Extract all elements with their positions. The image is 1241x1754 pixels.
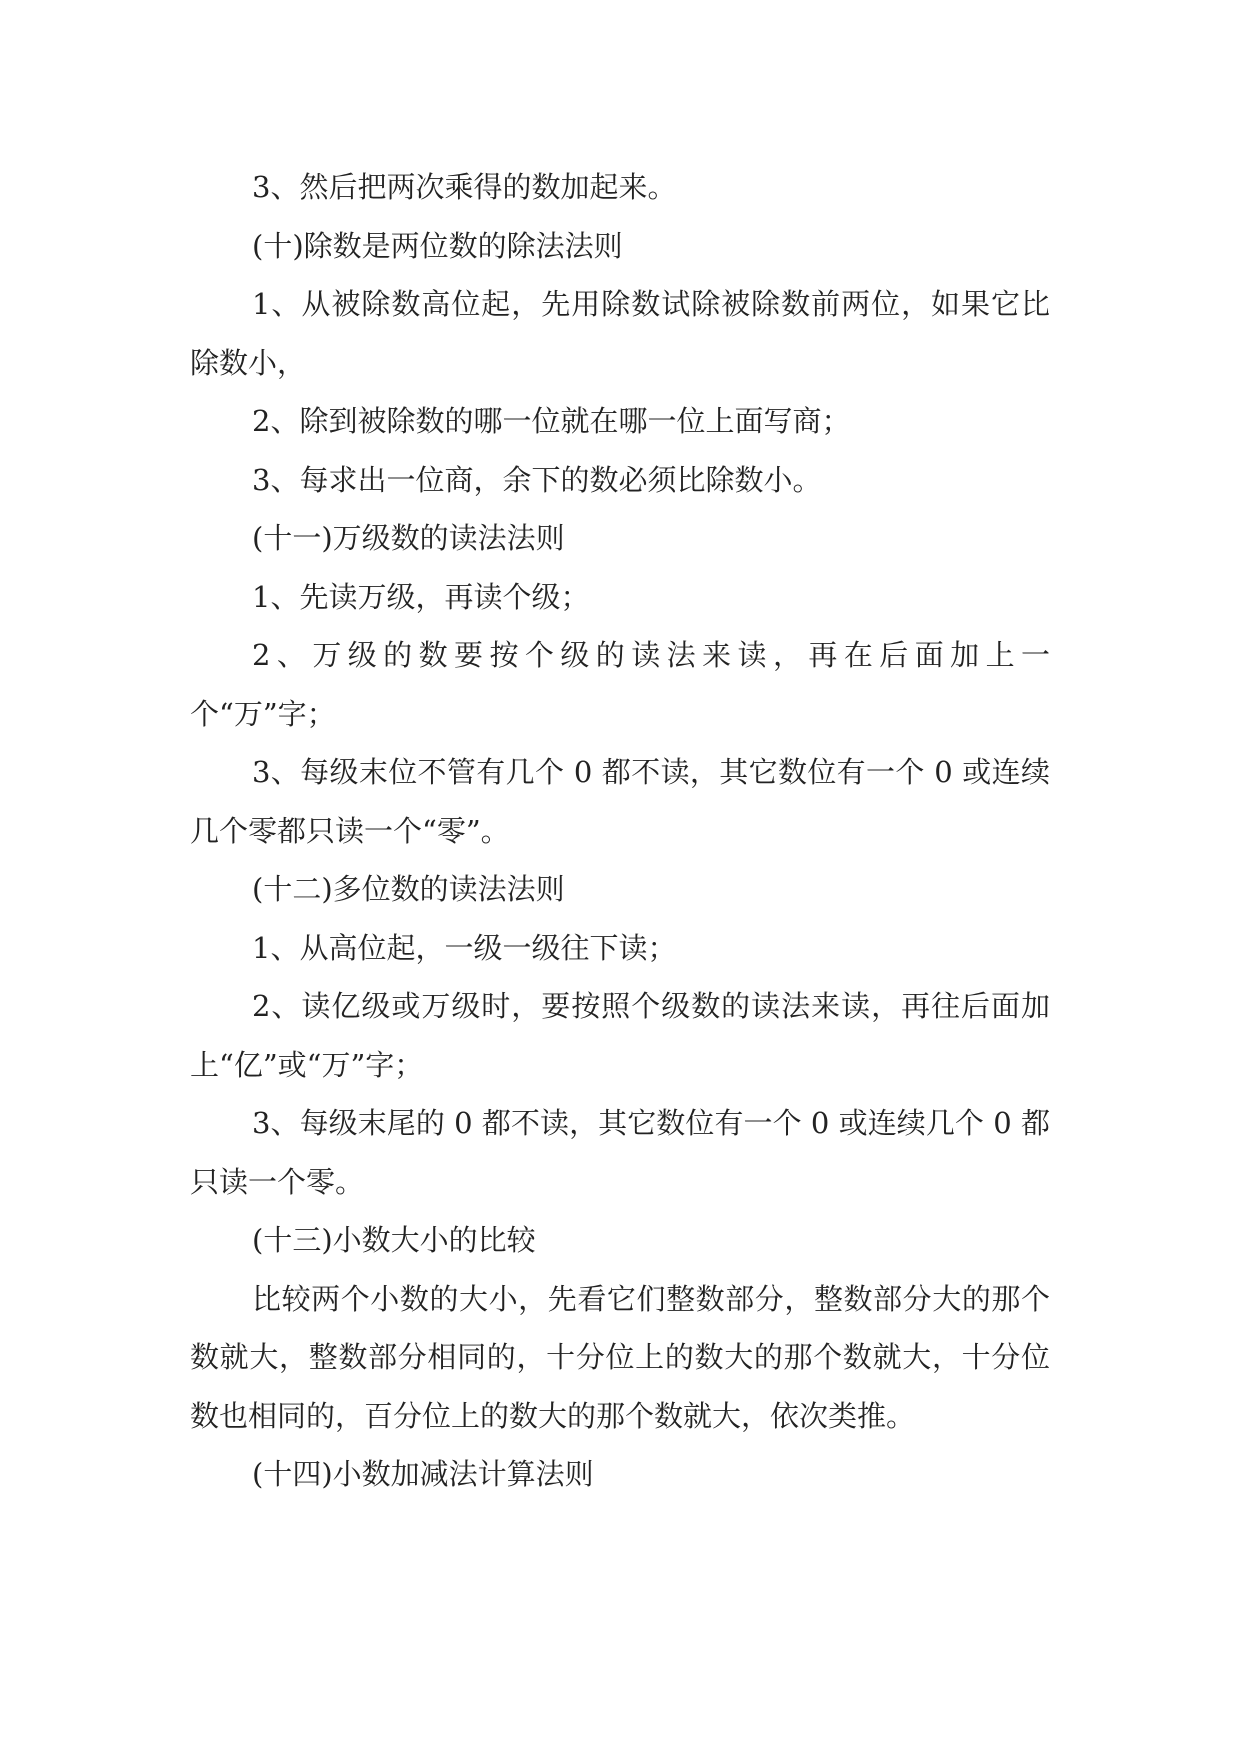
section-heading: (十)除数是两位数的除法法则 — [252, 228, 623, 263]
section-heading: (十四)小数加减法计算法则 — [252, 1457, 594, 1491]
rule-item: 3、每求出一位商，余下的数必须比除数小。 — [252, 462, 822, 497]
rule-item: 3、每级末尾的 0 都不读，其它数位有一个 0 或连续几个 0 都只读一个零。 — [190, 1106, 1050, 1199]
rule-item: 1、先读万级，再读个级； — [252, 579, 590, 614]
document-body — [190, 158, 1050, 1504]
section-heading: (十三)小数大小的比较 — [252, 1223, 536, 1257]
body-paragraph: 比较两个小数的大小，先看它们整数部分，整数部分大的那个数就大，整数部分相同的，十分位上的数大的那个数就大，十分位数也相同的，百分位上的数大的那个数就大，依次类推。 — [190, 1281, 1050, 1433]
section-heading: (十二)多位数的读法法则 — [252, 872, 565, 906]
rule-item: 1、从高位起，一级一级往下读； — [252, 930, 677, 965]
rule-item: 2、除到被除数的哪一位就在哪一位上面写商； — [252, 404, 851, 438]
rule-item: 2、万级的数要按个级的读法来读，再在后面加上一个“万”字； — [190, 638, 1050, 731]
rule-item: 2、读亿级或万级时，要按照个级数的读法来读，再往后面加上“亿”或“万”字； — [190, 989, 1050, 1082]
rule-item: 1、从被除数高位起，先用除数试除被除数前两位，如果它比除数小， — [190, 287, 1050, 380]
section-heading: (十一)万级数的读法法则 — [252, 521, 565, 555]
rule-item: 3、每级末位不管有几个 0 都不读，其它数位有一个 0 或连续几个零都只读一个“零”。 — [190, 755, 1050, 848]
rule-item: 3、然后把两次乘得的数加起来。 — [252, 170, 677, 204]
